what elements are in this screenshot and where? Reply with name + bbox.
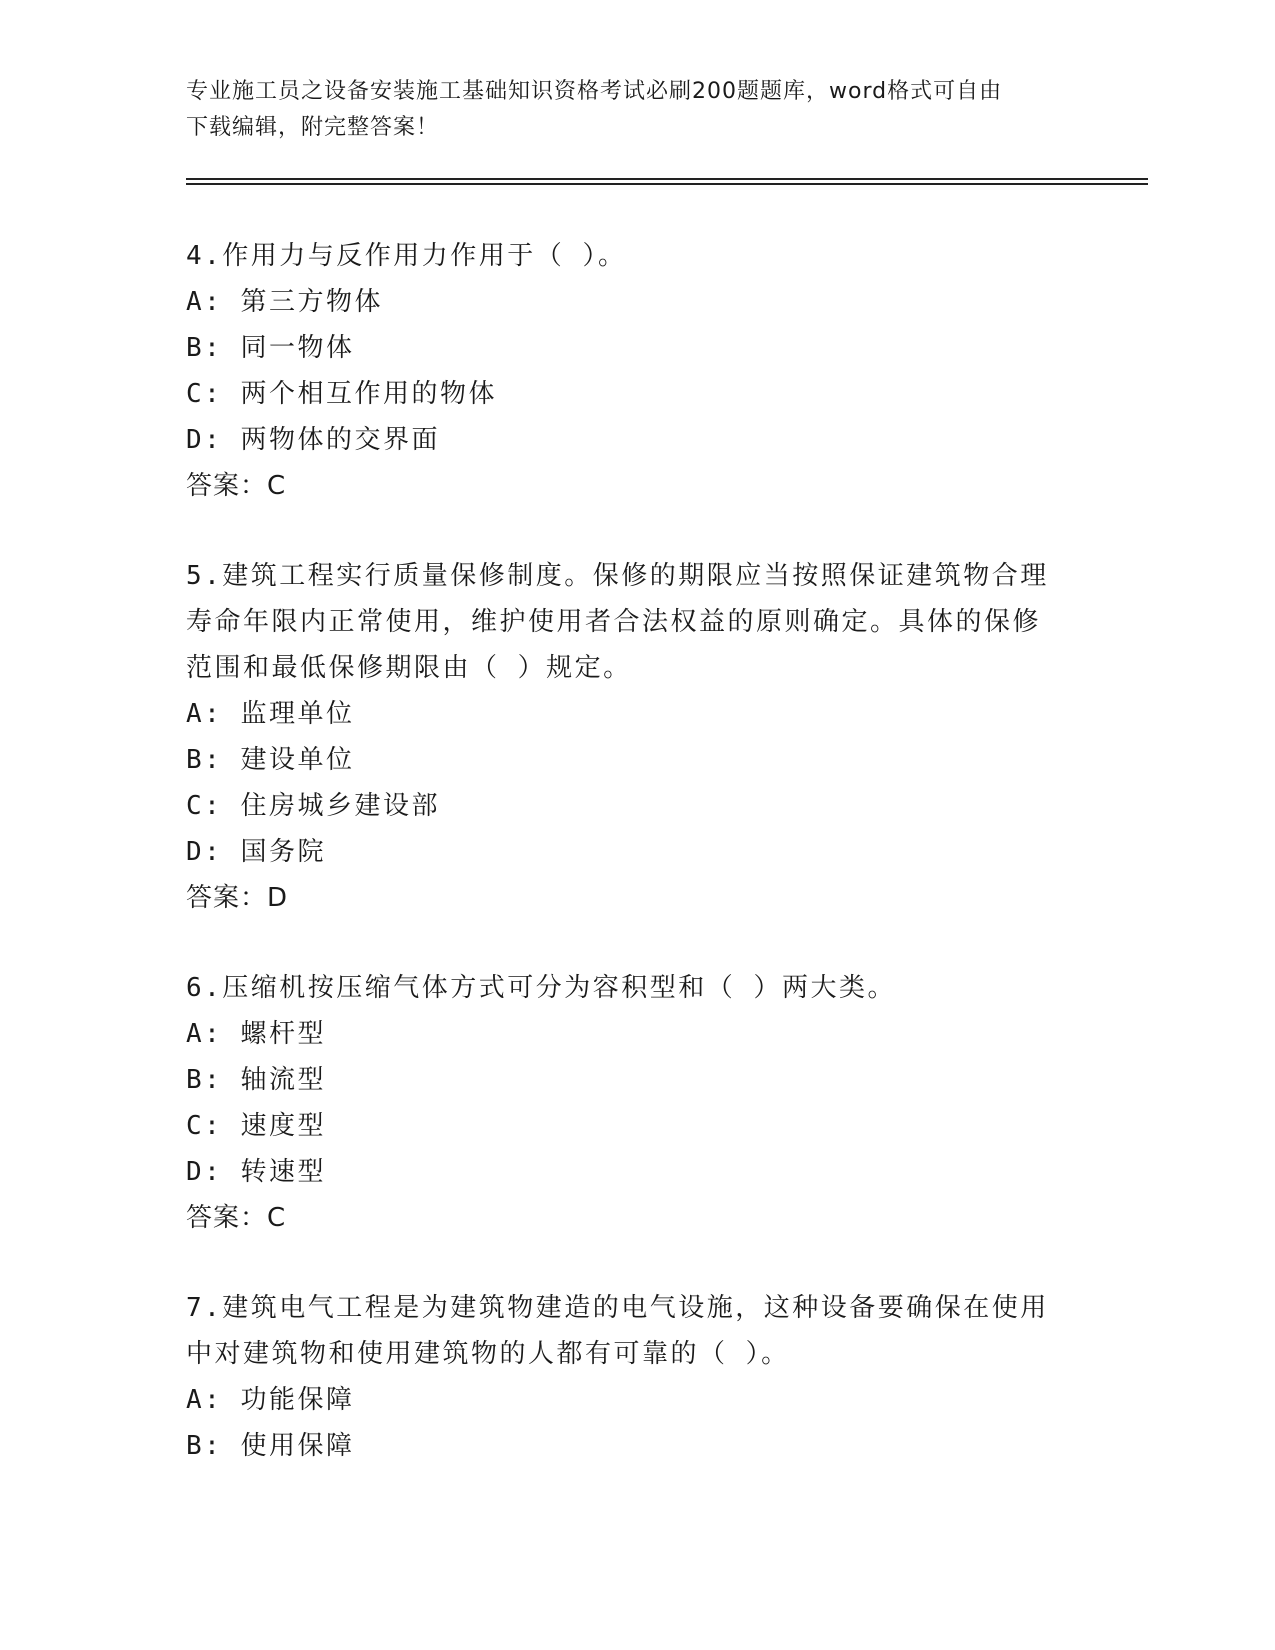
question-list (186, 233, 1066, 1469)
question-block (186, 1285, 1066, 1469)
question-stem-line: 6.压缩机按压缩气体方式可分为容积型和（ ）两大类。 (186, 973, 896, 1003)
document-header (186, 74, 1086, 146)
question-stem-line: 范围和最低保修期限由（ ）规定。 (186, 653, 632, 683)
question-block (186, 553, 1066, 921)
answer-option: D: 国务院 (186, 837, 326, 867)
answer-option: B: 轴流型 (186, 1065, 326, 1095)
answer-key: 答案：C (186, 1203, 287, 1233)
header-line-1: 专业施工员之设备安装施工基础知识资格考试必刷200题题库，word格式可自由 (186, 79, 1003, 104)
answer-option: C: 住房城乡建设部 (186, 791, 440, 821)
header-line-2: 下载编辑，附完整答案！ (186, 115, 440, 140)
answer-option: C: 速度型 (186, 1111, 326, 1141)
header-rule-bottom (186, 183, 1148, 185)
answer-option: A: 监理单位 (186, 699, 355, 729)
answer-option: C: 两个相互作用的物体 (186, 379, 497, 409)
answer-option: B: 同一物体 (186, 333, 355, 363)
question-block (186, 965, 1066, 1241)
header-rule-top (186, 178, 1148, 180)
answer-option: B: 使用保障 (186, 1431, 355, 1461)
answer-option: B: 建设单位 (186, 745, 355, 775)
answer-key: 答案：D (186, 883, 289, 913)
question-block (186, 233, 1066, 509)
question-stem-line: 7.建筑电气工程是为建筑物建造的电气设施，这种设备要确保在使用 (186, 1293, 1049, 1323)
answer-option: D: 两物体的交界面 (186, 425, 440, 455)
answer-key: 答案：C (186, 471, 287, 501)
question-stem-line: 4.作用力与反作用力作用于（ ）。 (186, 241, 627, 271)
answer-option: A: 第三方物体 (186, 287, 383, 317)
question-stem-line: 5.建筑工程实行质量保修制度。保修的期限应当按照保证建筑物合理 (186, 561, 1049, 591)
answer-option: D: 转速型 (186, 1157, 326, 1187)
question-stem-line: 寿命年限内正常使用，维护使用者合法权益的原则确定。具体的保修 (186, 607, 1042, 637)
question-stem-line: 中对建筑物和使用建筑物的人都有可靠的（ ）。 (186, 1339, 790, 1369)
answer-option: A: 螺杆型 (186, 1019, 326, 1049)
answer-option: A: 功能保障 (186, 1385, 355, 1415)
